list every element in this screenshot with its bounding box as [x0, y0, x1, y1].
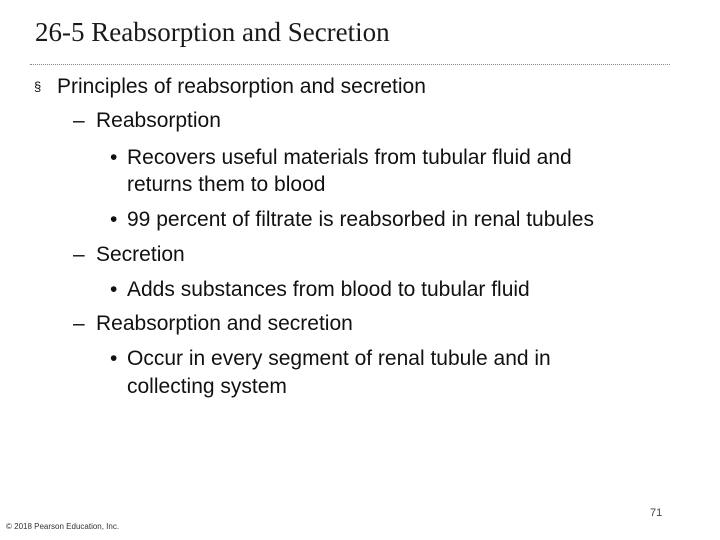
dash-bullet-icon: –	[73, 243, 85, 266]
bullet-occur-line1: Occur in every segment of renal tubule and in	[127, 347, 551, 370]
page-number: 71	[650, 507, 663, 519]
bullet-recovers-line2: returns them to blood	[127, 173, 326, 196]
dash-bullet-icon: –	[73, 312, 85, 335]
bullet-99-percent: 99 percent of filtrate is reabsorbed in renal tubules	[127, 208, 594, 231]
bullet-occur-line2: collecting system	[127, 375, 287, 398]
square-bullet-icon: §	[34, 79, 42, 94]
subheading-reabsorption: Reabsorption	[96, 109, 221, 132]
dash-bullet-icon: –	[73, 109, 85, 132]
slide-title: 26-5 Reabsorption and Secretion	[35, 17, 390, 47]
copyright-notice: © 2018 Pearson Education, Inc.	[6, 522, 120, 531]
bullet-level1: Principles of reabsorption and secretion	[57, 75, 426, 98]
dot-bullet-icon: •	[110, 146, 118, 169]
dot-bullet-icon: •	[110, 278, 118, 301]
subheading-secretion: Secretion	[96, 243, 185, 266]
subheading-reabsorption-and-secretion: Reabsorption and secretion	[96, 312, 353, 335]
dot-bullet-icon: •	[110, 208, 118, 231]
title-divider	[30, 64, 670, 65]
bullet-recovers-line1: Recovers useful materials from tubular fluid and	[127, 146, 572, 169]
bullet-adds-substances: Adds substances from blood to tubular fluid	[127, 278, 530, 301]
dot-bullet-icon: •	[110, 347, 118, 370]
